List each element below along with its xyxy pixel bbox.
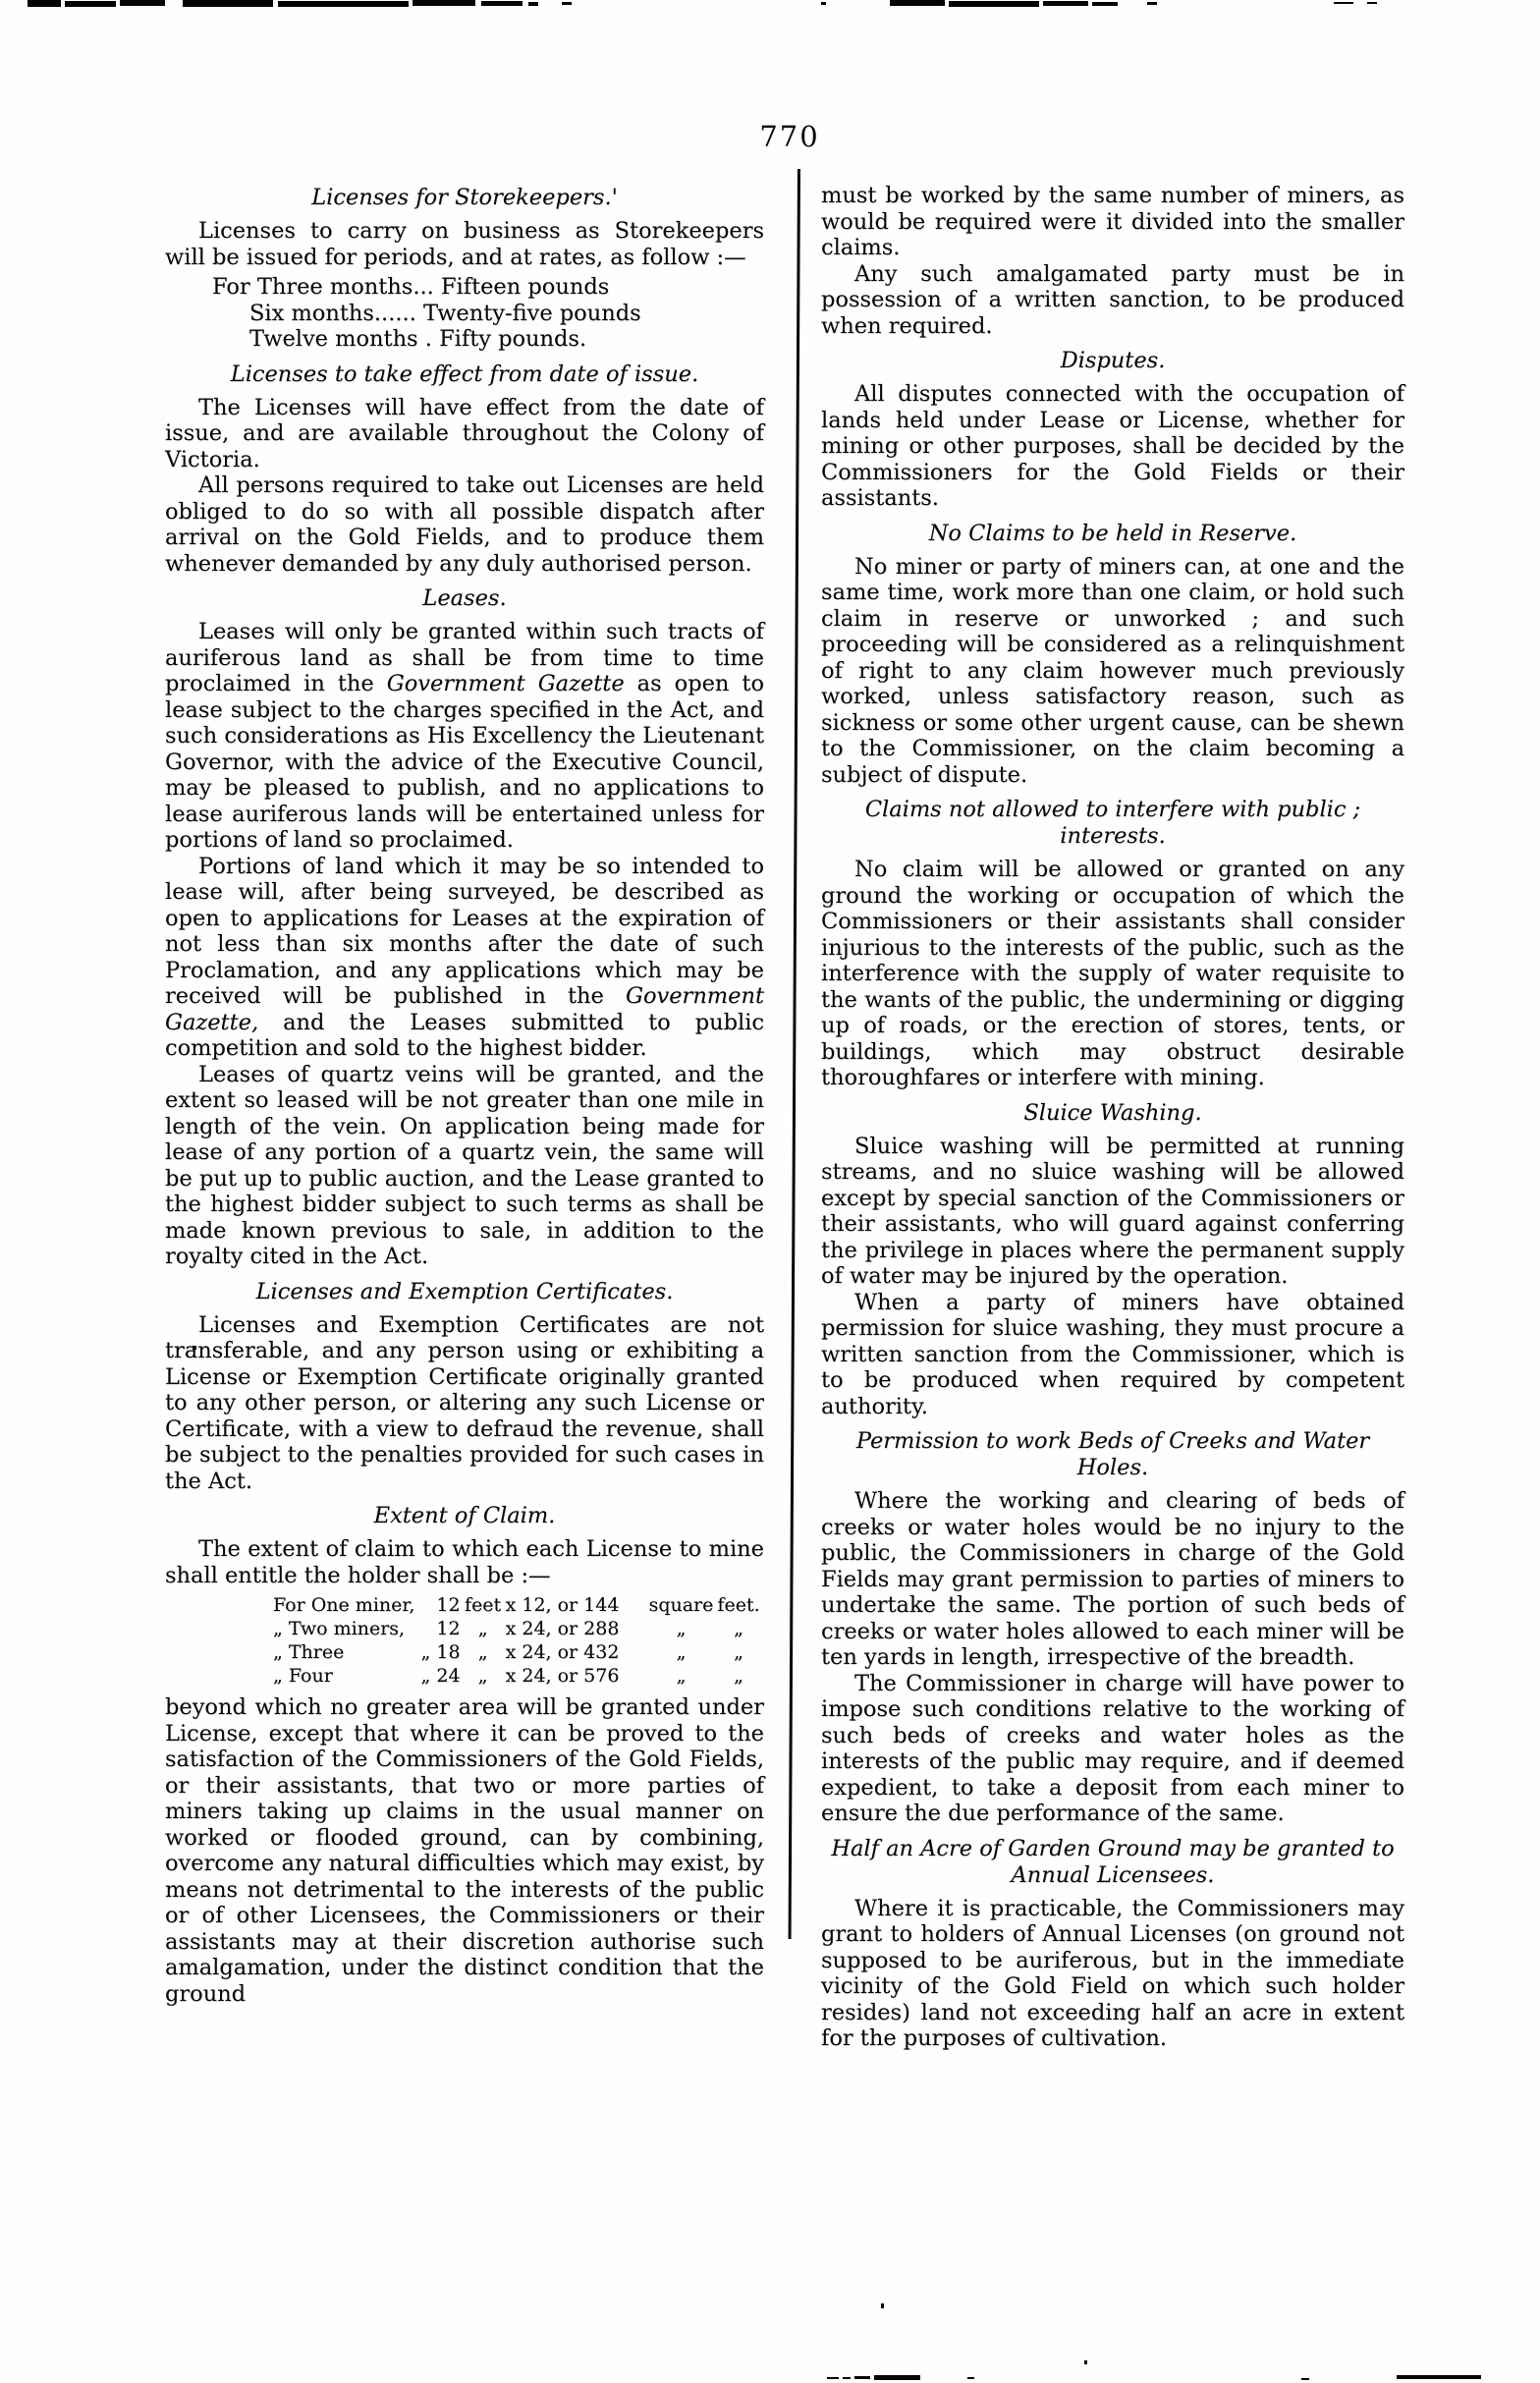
table-row xyxy=(271,1617,762,1640)
column-divider-rule xyxy=(789,169,800,1939)
paragraph: Any such amalgamated party must be in possession of a written sanction, to be produced when required. xyxy=(821,260,1404,339)
table-cell: 18 xyxy=(436,1641,461,1663)
paragraph: Where it is practicable, the Commissioners may grant to holders of Annual Licenses (on ground not supposed to be auriferous, but in the immediate vicinity of the Gold Field on which such holder resides) land not exceeding half an acre in extent for the purposes of cultivation. xyxy=(821,1895,1404,2051)
scan-artifact xyxy=(1334,2,1353,4)
table-cell: „ xyxy=(420,1641,431,1663)
paragraph-text: Portions of land which it may be so intended to lease will, after being surveyed, be described as open to applications for Leases at the expiration of not less than six months after the date of such Proclamation, and any applications which may be received will be published in the xyxy=(165,853,764,1009)
scan-artifact xyxy=(28,0,61,7)
scan-artifact xyxy=(1092,2,1118,6)
claim-extent-table xyxy=(271,1593,762,1688)
scan-artifact xyxy=(1301,2378,1309,2380)
heading-sluice-washing: Sluice Washing. xyxy=(1023,1099,1202,1126)
paragraph: Licenses to carry on business as Storekeepers will be issued for periods, and at rates, as follow :— xyxy=(165,218,764,270)
table-row xyxy=(271,1640,762,1664)
scan-artifact xyxy=(890,0,945,6)
scan-artifact xyxy=(528,2,538,6)
scan-artifact xyxy=(1367,2,1377,4)
heading-permission-beds-creeks-water-holes: Permission to work Beds of Creeks and Water Holes. xyxy=(855,1428,1370,1480)
scan-artifact xyxy=(881,2303,884,2308)
paragraph: Licenses and Exemption Certificates are not transferable, and any person using or exhibiting a License or Exemption Certificate originally granted to any other person, or altering any such License or Certificate, with a view to defraud the revenue, shall be subject to the penalties provided for such cases in the Act. xyxy=(165,1311,764,1494)
paragraph: When a party of miners have obtained permission for sluice washing, they must procure a written sanction from the Commissioner, which is to be produced when required by competent authority. xyxy=(821,1289,1404,1419)
table-cell: „ xyxy=(734,1618,743,1639)
table-cell: „ xyxy=(477,1641,488,1663)
table-cell: „ Four xyxy=(273,1665,333,1687)
table-cell: feet xyxy=(465,1594,502,1616)
scan-artifact xyxy=(827,2377,839,2379)
paragraph: No claim will be allowed or granted on any ground the working or occupation of which the Commissioners or their assistants shall consider injurious to the interests of the public, such as the interference with the supply of water requisite to the wants of the public, the undermining or digging up of roads, or the erection of stores, tents, or buildings, which may obstruct desirable thoroughfares or interfere with mining. xyxy=(821,857,1404,1090)
left-column xyxy=(165,185,764,2007)
table-cell: „ xyxy=(477,1665,488,1687)
scan-artifact xyxy=(278,1,409,7)
scan-artifact xyxy=(1084,2360,1087,2364)
scan-artifact xyxy=(821,2,826,5)
scan-artifact xyxy=(854,2376,870,2379)
table-cell: 24 xyxy=(436,1665,461,1687)
table-cell: „ Three xyxy=(273,1641,345,1663)
scan-artifact xyxy=(1043,1,1088,6)
table-row xyxy=(271,1593,762,1617)
scan-artifact xyxy=(843,2377,851,2379)
rate-line: For Three months... Fifteen pounds xyxy=(212,274,610,300)
table-cell: For One miner, xyxy=(273,1594,415,1616)
table-cell: x 24, or 432 xyxy=(505,1641,620,1663)
paragraph xyxy=(165,854,764,1062)
scan-artifact xyxy=(1397,2375,1481,2379)
table-cell: „ xyxy=(676,1641,687,1663)
heading-no-claims-in-reserve: No Claims to be held in Reserve. xyxy=(928,520,1297,546)
paragraph: Leases of quartz veins will be granted, and the extent so leased will be not greater than one mile in length of the vein. On application being made for lease of any portion of a quartz vein, the same will be put up to public auction, and the Lease granted to the highest bidder subject to such terms as shall be made known previous to sale, in addition to the royalty cited in the Act. xyxy=(165,1061,764,1269)
heading-claims-not-interfere-public-interests: Claims not allowed to interfere with public ; interests. xyxy=(864,797,1361,849)
heading-licenses-for-storekeepers: Licenses for Storekeepers.' xyxy=(311,185,618,210)
paragraph-text: as open to lease subject to the charges specified in the Act, and such considerations as His Excellency the Lieutenant Governor, with the advice of the Executive Council, may be pleased to publish, and no applications to lease auriferous lands will be entertained unless for portions of land so proclaimed. xyxy=(165,671,764,853)
table-cell xyxy=(416,1593,434,1617)
table-cell: x 12, or 144 xyxy=(505,1594,620,1616)
paragraph: The Licenses will have effect from the date of issue, and are available throughout the Colony of Victoria. xyxy=(165,394,764,472)
table-cell: x 24, or 576 xyxy=(505,1665,620,1687)
scan-artifact xyxy=(562,2,572,5)
scan-artifact xyxy=(412,0,475,6)
paragraph: The extent of claim to which each License to mine shall entitle the holder shall be :— xyxy=(165,1536,764,1588)
table-row xyxy=(271,1664,762,1688)
heading-half-acre-garden-ground: Half an Acre of Garden Ground may be granted to Annual Licensees. xyxy=(831,1835,1395,1888)
scan-artifact xyxy=(65,1,116,7)
page-number: 770 xyxy=(759,120,820,153)
paragraph-text: and the Leases submitted to public competition and sold to the highest bidder. xyxy=(165,1009,764,1061)
paragraph: Where the working and clearing of beds of creeks or water holes would be no injury to the public, the Commissioners in charge of the Gold Fields may grant permission to parties of miners to undertake the same. The portion of such beds of creeks or water holes allowed to each miner will be ten yards in length, irrespective of the breadth. xyxy=(821,1488,1404,1670)
italic-text: Government Gazette xyxy=(386,671,625,696)
heading-licenses-exemption-certificates: Licenses and Exemption Certificates. xyxy=(255,1278,674,1304)
table-cell xyxy=(416,1617,434,1640)
paragraph: Sluice washing will be permitted at running streams, and no sluice washing will be allowed except by special sanction of the Commissioners or their assistants, who will guard against conferring the privilege in places where the permanent supply of water may be injured by the operation. xyxy=(821,1133,1404,1289)
scan-artifact xyxy=(481,1,522,6)
table-cell: „ xyxy=(477,1618,488,1639)
paragraph-text: Leases will only be granted within such tracts of auriferous land as shall be from time to time proclaimed in the xyxy=(165,619,764,696)
scan-artifact xyxy=(967,2377,974,2379)
storekeeper-rates-list xyxy=(165,274,764,353)
italic-text: Government Gazette, xyxy=(165,983,764,1035)
scan-artifact xyxy=(120,0,165,6)
paragraph: The Commissioner in charge will have power to impose such conditions relative to the working of such beds of creeks and water holes as the interests of the public may require, and if deemed expedient, to take a deposit from each miner to ensure the due performance of the same. xyxy=(821,1670,1404,1826)
table-cell: „ xyxy=(734,1641,743,1663)
table-cell: feet. xyxy=(717,1594,760,1616)
table-cell: 12 xyxy=(436,1618,461,1639)
heading-extent-of-claim: Extent of Claim. xyxy=(373,1503,556,1528)
right-column xyxy=(821,183,1404,2052)
paragraph: All persons required to take out Licenses are held obliged to do so with all possible dispatch after arrival on the Gold Fields, and to produce them whenever demanded by any duly authorised person. xyxy=(165,472,764,577)
table-cell: „ Two miners, xyxy=(273,1618,406,1639)
heading-disputes: Disputes. xyxy=(1060,348,1166,373)
paragraph: All disputes connected with the occupation of lands held under Lease or License, whether for mining or other purposes, shall be decided by the Commissioners for the Gold Fields or their assistants. xyxy=(821,381,1404,511)
heading-licenses-take-effect: Licenses to take effect from date of issue. xyxy=(230,360,699,387)
paragraph: No miner or party of miners can, at one and the same time, work more than one claim, or hold such claim in reserve or unworked ; and such proceeding will be considered as a relinquishment of right to any claim however much previously worked, unless satisfactory reason, such as sickness or some other urgent cause, can be shewn to the Commissioner, on the claim becoming a subject of dispute. xyxy=(821,553,1404,788)
scan-artifact xyxy=(874,2375,920,2380)
scan-artifact xyxy=(1147,2,1157,5)
table-cell: x 24, or 288 xyxy=(505,1618,620,1639)
table-cell: „ xyxy=(420,1665,431,1687)
paragraph xyxy=(165,619,764,854)
table-cell: „ xyxy=(734,1665,743,1687)
table-cell: „ xyxy=(676,1665,687,1687)
scan-artifact xyxy=(183,0,273,7)
heading-leases: Leases. xyxy=(422,585,507,611)
paragraph: must be worked by the same number of miners, as would be required were it divided into the smaller claims. xyxy=(821,183,1404,260)
rate-line: Twelve months . Fifty pounds. xyxy=(249,326,587,352)
scan-artifact xyxy=(949,1,1039,7)
table-cell: 12 xyxy=(436,1594,461,1616)
rate-line: Six months...... Twenty-five pounds xyxy=(249,300,641,326)
table-cell: square xyxy=(648,1594,714,1616)
table-cell: „ xyxy=(676,1618,687,1639)
paragraph: beyond which no greater area will be granted under License, except that where it can be proved to the satisfaction of the Commissioners of the Gold Fields, or their assistants, that two or more parties of miners taking up claims in the usual manner on worked or flooded ground, can by combining, overcome any natural difficulties which may exist, by means not detrimental to the interests of the public or of other Licensees, the Commissioners or their assistants may at their discretion authorise such amalgamation, under the distinct condition that the ground xyxy=(165,1694,764,2007)
